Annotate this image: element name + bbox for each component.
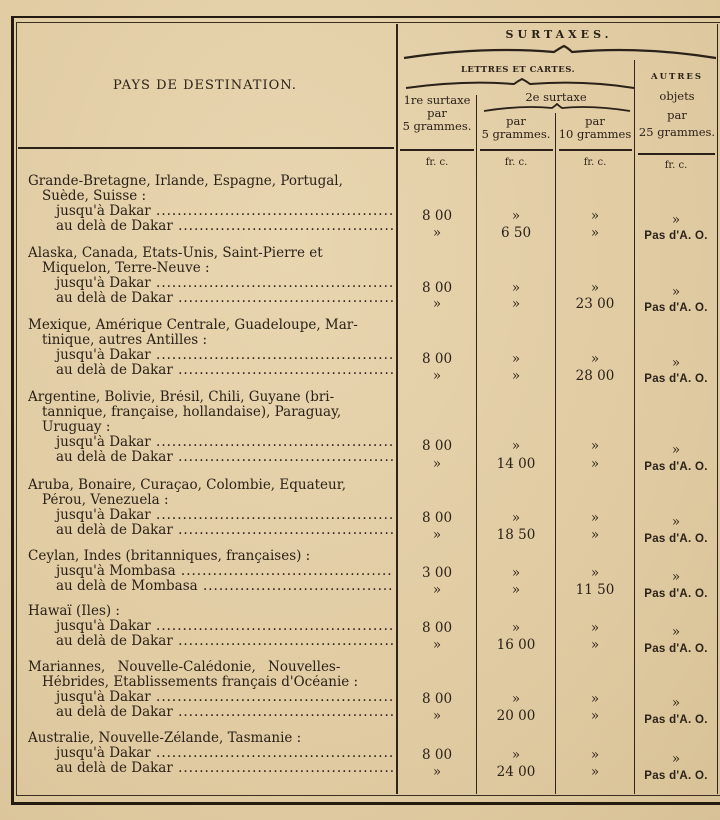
country-group: Hawaï (Iles) : jusqu'à Dakar ..... au delà de Dakar ..... [28, 604, 394, 649]
country-group: Ceylan, Indes (britanniques, françaises) : jusqu'à Mombasa ..... au delà de Mombasa ..... [28, 549, 394, 594]
unit-label: fr. c. [583, 157, 607, 168]
header-rule [400, 149, 474, 151]
second-surtaxe-10g-header: par 10 grammes [558, 114, 632, 141]
second-surtaxe-brace [482, 103, 632, 113]
country-group: Argentine, Bolivie, Brésil, Chili, Guyane (bri- tannique, française, hollandaise), Paraguay, Uruguay : jusqu'à Dakar ..... au delà de Dakar ..... [28, 390, 394, 465]
row-label: jusqu'à Dakar ..... [28, 204, 394, 219]
country-group: Mariannes, Nouvelle-Calédonie, Nouvelles- Hébrides, Etablissements français d'Océanie : jusqu'à Dakar ..... au delà de Dakar ..... [28, 660, 394, 720]
row-label: jusqu'à Mombasa ..... [28, 564, 394, 579]
unit-label: fr. c. [425, 157, 449, 168]
first-surtaxe-header: 1re surtaxe par 5 grammes. [402, 93, 472, 133]
row-label: au delà de Dakar ..... [28, 705, 394, 720]
row-label: jusqu'à Dakar ..... [28, 619, 394, 634]
country-group: Australie, Nouvelle-Zélande, Tasmanie : jusqu'à Dakar ..... au delà de Dakar ..... [28, 731, 394, 776]
row-label: au delà de Dakar ..... [28, 761, 394, 776]
country-column-header: PAYS DE DESTINATION. [113, 77, 297, 93]
document-page: PAYS DE DESTINATION. SURTAXES. LETTRES ET CARTES. 1re surtaxe par 5 grammes. 2e surtaxe par 5 grammes. par 10 grammes AUTRES objets par 25 grammes. fr. c. fr. c. fr. c. fr. c. Grande-Bretagne, Irlande, Espagne, Portugal, Suède, Suisse : jusqu'à Dakar ..... au delà de Dakar ..... Alaska, Canada, Etats-Unis, Saint-Pierre et Miquelon, Terre-Neuve : jusqu'à Dakar ..... au delà de Dakar ..... Mexique, Amérique Centrale, Guadeloupe, Mar- tinique, autres Antilles : jusqu'à Dakar ..... au delà de Dakar ..... Argentine, Bolivie, Brésil, Chili, Guyane (bri- tannique, française, hollandaise), Paraguay, Uruguay : jusqu'à Dakar ..... au delà de Dakar ..... Aruba, Bonaire, Curaçao, Colombie, Equateur, Pérou, Venezuela : jusqu'à Dakar ..... au delà de Dakar ..... Ceylan, Indes (britanniques, françaises) : jusqu'à Mombasa ..... au delà de Mombasa ..... Hawaï (Iles) : jusqu'à Dakar ..... au delà de Dakar ..... Mariannes, Nouvelle-Calédonie, Nouvelles- Hébrides, Etablissements français d'Océanie : jusqu'à Dakar ..... au delà de Dakar ..... Australie, Nouvelle-Zélande, Tasmanie : jusqu'à Dakar ..... au delà de Dakar ..... 8 00 » 8 00 » 8 00 » 8 00 » 8 00 » 3 00 » 8 00 » 8 00 » 8 00 » » 6 50 » » » » » 14 00 » 18 50 » » » 16 00 » 20 00 » 24 00 » » » 23 00 » 28 00 » » » » » 11 50 » » » » » » » Pas d'A. O. » Pas d'A. O. » Pas d'A. O. » Pas d'A. O. » Pas d'A. O. » Pas d'A. O. » Pas d'A. O. » Pas d'A. O. » Pas d'A. O. [0, 0, 720, 820]
country-group: Mexique, Amérique Centrale, Guadeloupe, Mar- tinique, autres Antilles : jusqu'à Dakar ..... au delà de Dakar ..... [28, 318, 394, 378]
row-label: au delà de Dakar ..... [28, 450, 394, 465]
lettres-et-cartes-header: LETTRES ET CARTES. [460, 65, 576, 75]
unit-label: fr. c. [504, 157, 528, 168]
row-label: jusqu'à Dakar ..... [28, 746, 394, 761]
header-rule [480, 149, 553, 151]
header-rule [638, 153, 715, 155]
row-label: au delà de Dakar ..... [28, 219, 394, 234]
lettres-brace [404, 78, 636, 90]
row-label: jusqu'à Dakar ..... [28, 690, 394, 705]
row-label: au delà de Dakar ..... [28, 634, 394, 649]
column-divider [717, 24, 718, 794]
unit-label: fr. c. [664, 160, 688, 171]
header-rule [18, 147, 394, 149]
row-label: au delà de Mombasa ..... [28, 579, 394, 594]
row-label: au delà de Dakar ..... [28, 291, 394, 306]
row-label: jusqu'à Dakar ..... [28, 508, 394, 523]
column-divider [396, 24, 398, 794]
row-label: au delà de Dakar ..... [28, 523, 394, 538]
autres-objets-header: AUTRES objets par 25 grammes. [638, 72, 716, 139]
row-label: jusqu'à Dakar ..... [28, 276, 394, 291]
row-label: jusqu'à Dakar ..... [28, 435, 394, 450]
surtaxes-header: SURTAXES. [505, 28, 613, 41]
second-surtaxe-5g-header: par 5 grammes. [481, 114, 551, 141]
row-label: jusqu'à Dakar ..... [28, 348, 394, 363]
second-surtaxe-header: 2e surtaxe [525, 90, 587, 104]
country-group: Alaska, Canada, Etats-Unis, Saint-Pierre et Miquelon, Terre-Neuve : jusqu'à Dakar ..... au delà de Dakar ..... [28, 246, 394, 306]
country-group: Aruba, Bonaire, Curaçao, Colombie, Equateur, Pérou, Venezuela : jusqu'à Dakar ..... au delà de Dakar ..... [28, 478, 394, 538]
surtaxes-brace [402, 44, 718, 60]
row-label: au delà de Dakar ..... [28, 363, 394, 378]
country-group: Grande-Bretagne, Irlande, Espagne, Portugal, Suède, Suisse : jusqu'à Dakar ..... au delà de Dakar ..... [28, 174, 394, 234]
header-rule [559, 149, 632, 151]
